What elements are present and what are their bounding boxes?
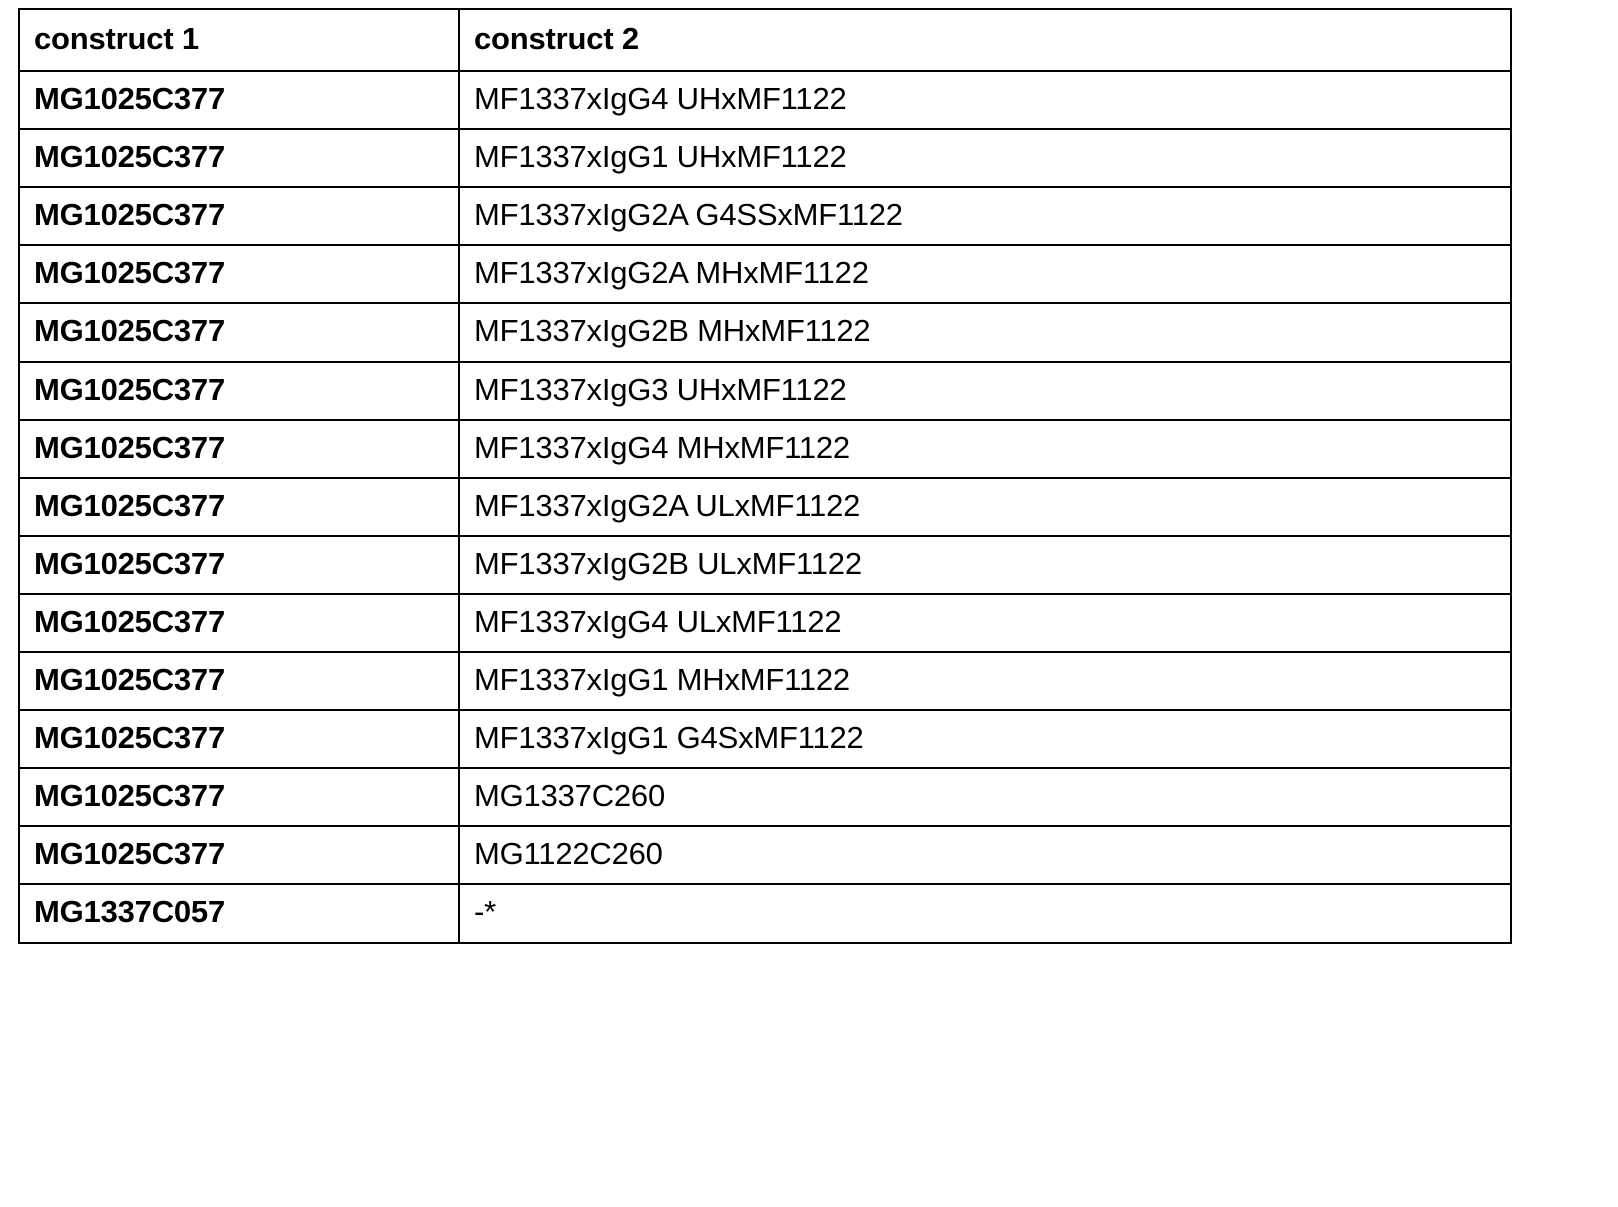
cell-construct-2: MF1337xIgG2A ULxMF1122 <box>459 478 1511 536</box>
cell-construct-1: MG1025C377 <box>19 362 459 420</box>
column-header-construct-2: construct 2 <box>459 9 1511 71</box>
cell-construct-2: -* <box>459 884 1511 942</box>
cell-construct-2: MF1337xIgG2A MHxMF1122 <box>459 245 1511 303</box>
cell-construct-2: MF1337xIgG1 MHxMF1122 <box>459 652 1511 710</box>
table-header-row <box>19 9 1511 71</box>
table-row <box>19 478 1511 536</box>
table-row <box>19 245 1511 303</box>
column-header-construct-1: construct 1 <box>19 9 459 71</box>
cell-construct-1: MG1025C377 <box>19 768 459 826</box>
cell-construct-1: MG1025C377 <box>19 594 459 652</box>
cell-construct-1: MG1025C377 <box>19 187 459 245</box>
construct-pairs-table <box>18 8 1512 944</box>
cell-construct-1: MG1025C377 <box>19 826 459 884</box>
cell-construct-1: MG1025C377 <box>19 245 459 303</box>
cell-construct-1: MG1025C377 <box>19 303 459 361</box>
table-row <box>19 826 1511 884</box>
cell-construct-1: MG1337C057 <box>19 884 459 942</box>
cell-construct-2: MF1337xIgG3 UHxMF1122 <box>459 362 1511 420</box>
table-body <box>19 71 1511 942</box>
cell-construct-2: MF1337xIgG2B MHxMF1122 <box>459 303 1511 361</box>
cell-construct-1: MG1025C377 <box>19 129 459 187</box>
table-row <box>19 710 1511 768</box>
cell-construct-1: MG1025C377 <box>19 420 459 478</box>
cell-construct-2: MF1337xIgG4 UHxMF1122 <box>459 71 1511 129</box>
table-row <box>19 652 1511 710</box>
cell-construct-2: MF1337xIgG4 MHxMF1122 <box>459 420 1511 478</box>
table-row <box>19 420 1511 478</box>
cell-construct-1: MG1025C377 <box>19 478 459 536</box>
table-row <box>19 884 1511 942</box>
cell-construct-1: MG1025C377 <box>19 536 459 594</box>
cell-construct-2: MF1337xIgG1 UHxMF1122 <box>459 129 1511 187</box>
table-header <box>19 9 1511 71</box>
cell-construct-2: MF1337xIgG1 G4SxMF1122 <box>459 710 1511 768</box>
cell-construct-1: MG1025C377 <box>19 71 459 129</box>
table-row <box>19 303 1511 361</box>
table-row <box>19 129 1511 187</box>
cell-construct-2: MG1122C260 <box>459 826 1511 884</box>
table-row <box>19 536 1511 594</box>
table-row <box>19 187 1511 245</box>
cell-construct-2: MF1337xIgG4 ULxMF1122 <box>459 594 1511 652</box>
cell-construct-2: MF1337xIgG2A G4SSxMF1122 <box>459 187 1511 245</box>
cell-construct-1: MG1025C377 <box>19 652 459 710</box>
table-row <box>19 768 1511 826</box>
table-row <box>19 362 1511 420</box>
cell-construct-2: MF1337xIgG2B ULxMF1122 <box>459 536 1511 594</box>
cell-construct-1: MG1025C377 <box>19 710 459 768</box>
cell-construct-2: MG1337C260 <box>459 768 1511 826</box>
table-row <box>19 594 1511 652</box>
table-row <box>19 71 1511 129</box>
